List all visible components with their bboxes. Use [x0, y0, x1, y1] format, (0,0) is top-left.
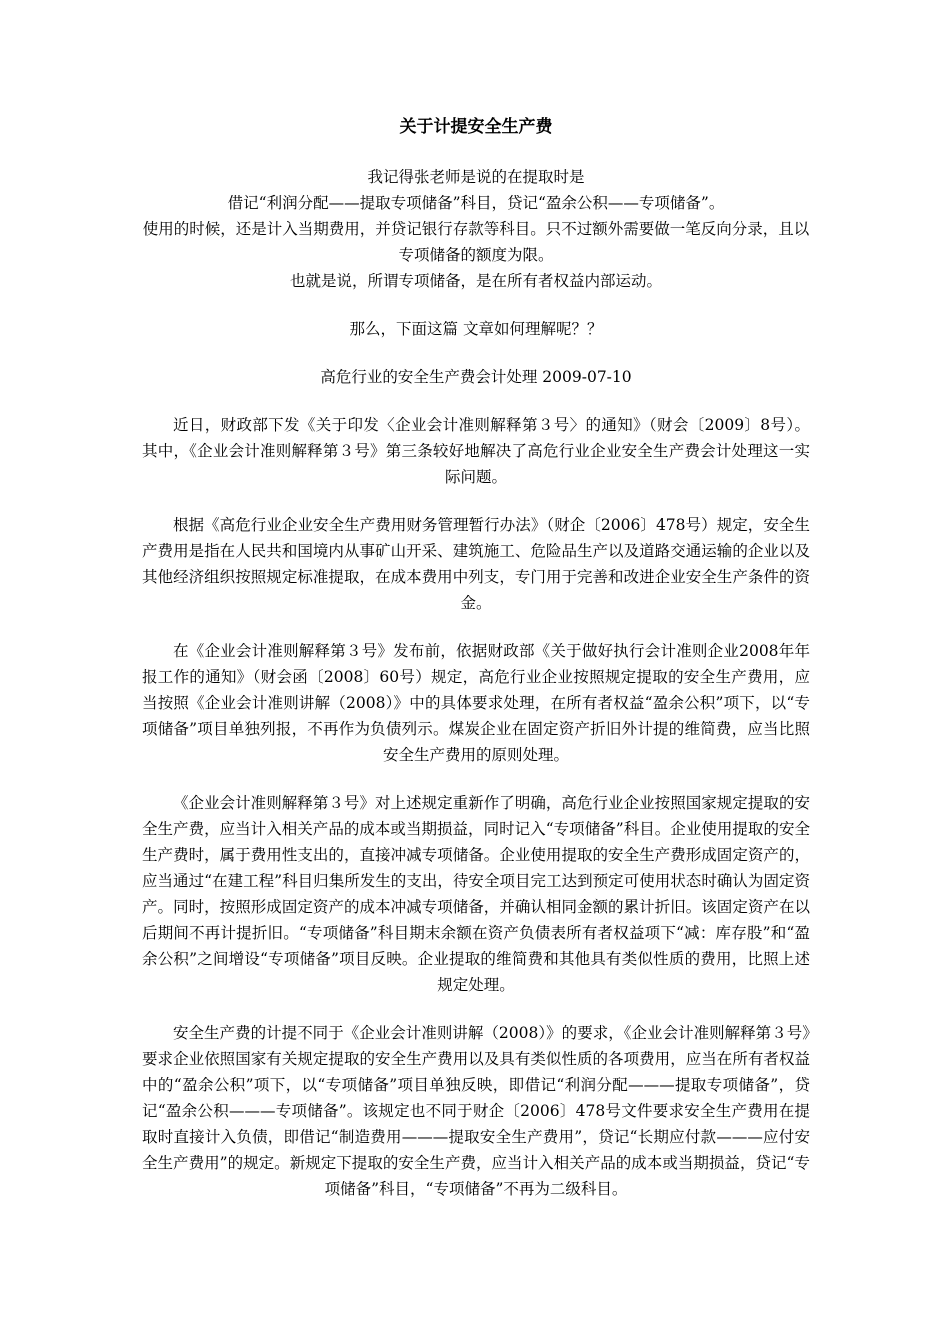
paragraph-5: 安全生产费的计提不同于《企业会计准则讲解（2008）》的要求，《企业会计准则解释第３号》要求企业依照国家有关规定提取的安全生产费用以及具有类似性质的各项费用，应当在所有者权益中的“盈余公积”项下，以“专项储备”项目单独反映，即借记“利润分配———提取专项储备”，贷记“盈余公积———专项储备”。该规定也不同于财企〔2006〕478号文件要求安全生产费用在提取时直接计入负债，即借记“制造费用———提取安全生产费用”，贷记“长期应付款———应付安全生产费用”的规定。新规定下提取的安全生产费，应当计入相关产品的成本或当期损益，贷记“专项储备”科目，“专项储备”不再为二级科目。 — [142, 1024, 810, 1198]
intro-line-1: 我记得张老师是说的在提取时是 — [367, 168, 585, 186]
intro-line-2: 借记“利润分配——提取专项储备”科目，贷记“盈余公积——专项储备”。 — [227, 194, 725, 212]
document-page — [142, 112, 810, 1202]
paragraph-4: 《企业会计准则解释第３号》对上述规定重新作了明确，高危行业企业按照国家规定提取的安全生产费，应当计入相关产品的成本或当期损益，同时记入“专项储备”科目。企业使用提取的安全生产费时，属于费用性支出的，直接冲减专项储备。企业使用提取的安全生产费形成固定资产的，应当通过“在建工程”科目归集所发生的支出，待安全项目完工达到预定可使用状态时确认为固定资产。同时，按照形成固定资产的成本冲减专项储备，并确认相同金额的累计折旧。该固定资产在以后期间不再计提折旧。“专项储备”科目期末余额在资产负债表所有者权益项下“减：库存股”和“盈余公积”之间增设“专项储备”项目反映。企业提取的维简费和其他具有类似性质的费用，比照上述规定处理。 — [142, 794, 810, 994]
paragraph-1: 近日，财政部下发《关于印发〈企业会计准则解释第３号〉的通知》（财会〔2009〕8号）。其中，《企业会计准则解释第３号》第三条较好地解决了高危行业企业安全生产费会计处理这一实际问题。 — [142, 416, 810, 486]
paragraph-2: 根据《高危行业企业安全生产费用财务管理暂行办法》（财企〔2006〕478号）规定，安全生产费用是指在人民共和国境内从事矿山开采、建筑施工、危险品生产以及道路交通运输的企业以及其他经济组织按照规定标准提取，在成本费用中列支，专门用于完善和改进企业安全生产条件的资金。 — [142, 516, 810, 612]
article-title: 高危行业的安全生产费会计处理 2009-07-10 — [320, 368, 632, 386]
intro-block — [142, 164, 810, 294]
intro-line-4: 也就是说，所谓专项储备，是在所有者权益内部运动。 — [289, 272, 662, 290]
document-title: 关于计提安全生产费 — [399, 117, 553, 137]
paragraph-3: 在《企业会计准则解释第３号》发布前，依据财政部《关于做好执行会计准则企业2008年年报工作的通知》（财会函〔2008〕60号）规定，高危行业企业按照规定提取的安全生产费用，应当按照《企业会计准则讲解（2008）》中的具体要求处理，在所有者权益“盈余公积”项下，以“专项储备”项目单独列报，不再作为负债列示。煤炭企业在固定资产折旧外计提的维简费，应当比照安全生产费用的原则处理。 — [142, 642, 810, 764]
intro-line-3: 使用的时候，还是计入当期费用，并贷记银行存款等科目。只不过额外需要做一笔反向分录，且以专项储备的额度为限。 — [142, 220, 810, 264]
question-line: 那么，下面这篇 文章如何理解呢？？ — [349, 320, 603, 338]
